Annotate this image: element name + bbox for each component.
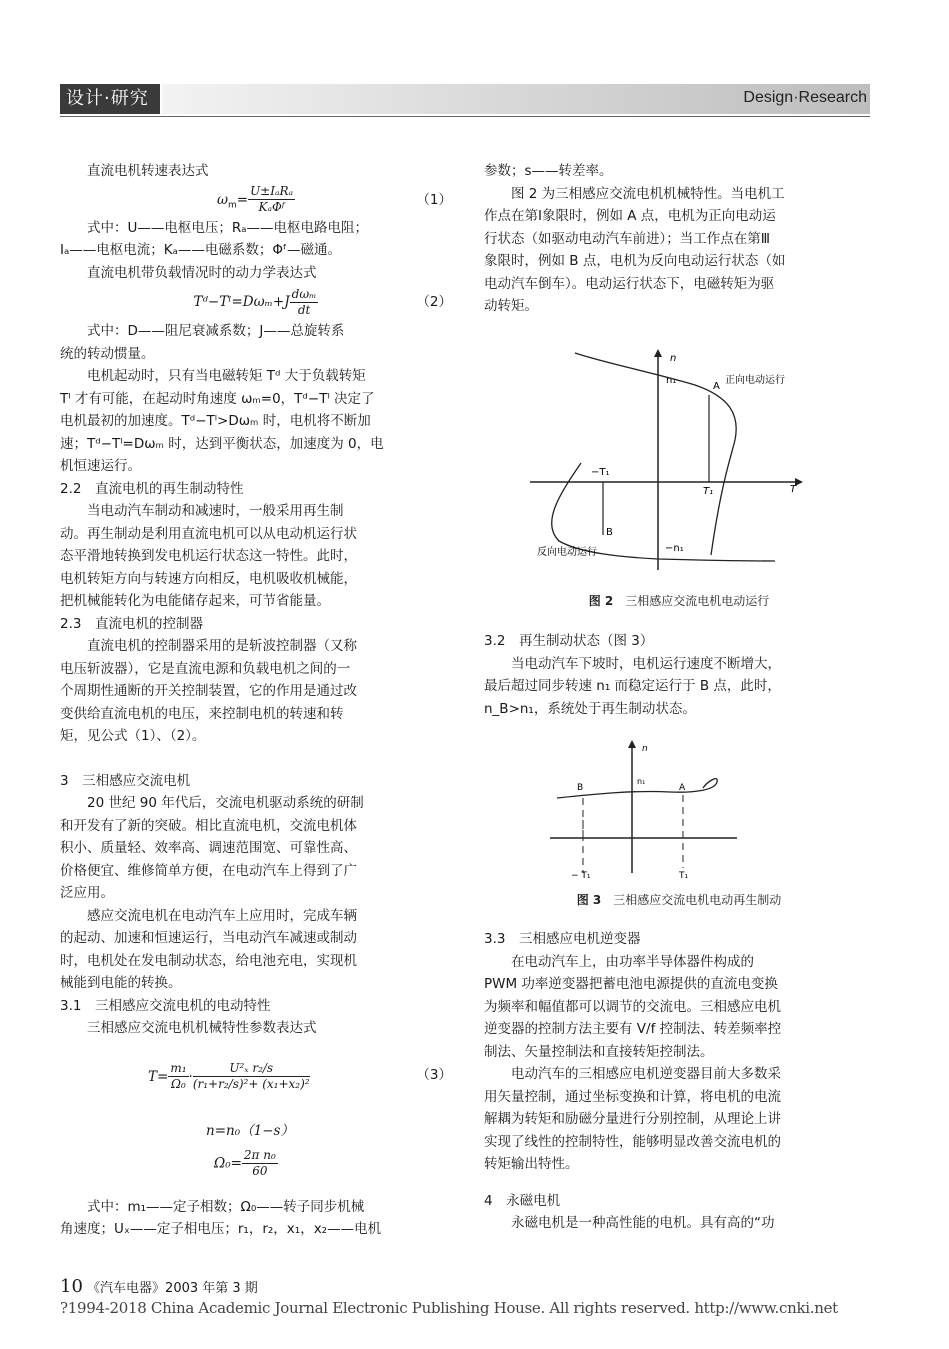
paragraph: Iₐ——电枢电流；Kₐ——电磁系数；Φᶠ—磁通。: [60, 242, 342, 258]
figure-3-caption: [484, 891, 874, 908]
section-heading: 3 三相感应交流电机: [60, 772, 191, 789]
paragraph: 实现了线性的控制特性，能够明显改善交流电机的: [484, 1133, 781, 1150]
figure-2-diagram: [525, 345, 815, 585]
spacer: [484, 1176, 874, 1190]
section-heading: 3.2 再生制动状态（图 3）: [484, 633, 654, 649]
eq3-f1-num: m₁: [170, 1061, 187, 1075]
paragraph: 三相感应交流电机机械特性参数表达式: [87, 1020, 317, 1036]
fig2-label-forward: 正向电动运行: [725, 375, 785, 386]
paragraph: 电动汽车的三相感应电机逆变器目前大多数采: [511, 1066, 781, 1082]
eq3-f1-den: Ω₀: [171, 1077, 186, 1091]
paragraph: 在电动汽车上，由功率半导体器件构成的: [511, 953, 754, 970]
paragraph: 的起动、加速和恒速运行，当电动汽车减速或制动: [60, 930, 357, 946]
section-heading: 2.2 直流电机的再生制动特性: [60, 480, 244, 497]
section-heading: 2.3 直流电机的控制器: [60, 615, 203, 632]
paragraph: 式中：D——阻尼衰减系数；J——总旋转系: [87, 323, 345, 339]
paragraph: 直流电机的控制器采用的是斩波控制器（又称: [87, 638, 357, 654]
paragraph: n_B>n₁，系统处于再生制动状态。: [484, 700, 696, 717]
eq3-frac3: [242, 1148, 278, 1179]
eq3-line3-num: 2π n₀: [243, 1147, 276, 1162]
fig3-caption-text: 三相感应交流电机电动再生制动: [613, 893, 782, 907]
equation-1: $\omega_m=$ $\frac{\text{U±IₐRₐ}}{\text{KₐΦᶠ}}$ （1）: [60, 183, 452, 217]
fig2-label-minus-tl: −T₁: [591, 467, 610, 478]
eq3-frac1: [168, 1061, 188, 1092]
equation-2: [60, 284, 452, 320]
section-heading: 3.1 三相感应交流电机的电动特性: [60, 997, 271, 1014]
paragraph: Tˡ 才有可能，在起动时角速度 ωₘ=0，Tᵈ−Tˡ 决定了: [60, 390, 375, 407]
paragraph: 泛应用。: [60, 885, 114, 901]
fig2-label-tl: T₁: [703, 486, 714, 497]
paragraph: 象限时，例如 B 点，电机为反向电动运行状态（如: [484, 253, 786, 269]
spacer: [60, 748, 452, 770]
fig3-label-minus-t1: − T₁: [571, 871, 591, 881]
journal-name: 《汽车电器》2003 年第 3 期: [87, 1281, 258, 1296]
fig3-caption-number: 图 3: [576, 893, 602, 907]
paragraph: 动转矩。: [484, 298, 538, 314]
right-column: [484, 160, 874, 318]
eq3-line1: T= $\frac{\text{m₁}}{\text{Ω₀}}$ · $\frac{\text{U²ₓ r₂/s}}{\text{(r₁+r₂/s)²+ (x₁+x₂)²}}$: [148, 1061, 310, 1091]
paragraph: 感应交流电机在电动汽车上应用时，完成车辆: [87, 907, 357, 924]
fig2-caption-number: 图 2: [588, 594, 614, 608]
paragraph: 电压斩波器），它是直流电源和负载电机之间的一: [60, 660, 351, 677]
paragraph: 价格便宜、维修简单方便，在电动汽车上得到了广: [60, 862, 357, 879]
copyright-line: ?1994-2018 China Academic Journal Electronic Publishing House. All rights reserved. http://www.cnki.net: [60, 1299, 838, 1317]
paragraph: 角速度；Uₓ——定子相电压；r₁，r₂，x₁，x₂——电机: [60, 1221, 382, 1237]
paragraph: 行状态（如驱动电动汽车前进）；当工作点在第Ⅲ: [484, 230, 771, 247]
eq3-lhs: T=: [148, 1068, 169, 1085]
fig2-label-a: A: [713, 381, 720, 392]
eq3-frac2: [193, 1061, 310, 1092]
eq3-f2-den: (r₁+r₂/s)²+ (x₁+x₂)²: [192, 1077, 310, 1091]
paragraph: 个周期性通断的开关控制装置，它的作用是通过改: [60, 683, 357, 699]
paragraph: 电机转矩方向与转速方向相反，电机吸收机械能，: [60, 570, 357, 587]
paragraph: 式中：U——电枢电压；Rₐ——电枢电路电阻；: [87, 219, 369, 236]
paragraph: 制法、矢量控制法和直接转矩控制法。: [484, 1043, 714, 1060]
fig2-label-n1: n₁: [666, 375, 677, 386]
eq1-num: U±IₐRₐ: [250, 184, 294, 198]
eq2-fraction: [290, 287, 319, 318]
eq3-f2-num: U²ₓ r₂/s: [193, 1061, 310, 1077]
eq2-den: dt: [297, 302, 311, 317]
paragraph: 直流电机转速表达式: [87, 163, 209, 179]
fig2-t-arrow: [795, 478, 803, 486]
fig2-label-minus-n1: −n₁: [665, 543, 684, 554]
paragraph: 永磁电机是一种高性能的电机。具有高的“功: [511, 1215, 775, 1231]
fig3-label-a: A: [679, 783, 686, 793]
fig2-label-reverse: 反向电动运行: [537, 547, 597, 558]
paragraph: 逆变器的控制方法主要有 V/f 控制法、转差频率控: [484, 1021, 782, 1037]
paragraph: 电机起动时，只有当电磁转矩 Tᵈ 大于负载转矩: [87, 368, 366, 384]
paragraph: 速；Tᵈ−Tˡ=Dωₘ 时，达到平衡状态，加速度为 0，电: [60, 435, 384, 452]
paragraph: 20 世纪 90 年代后，交流电机驱动系统的研制: [87, 795, 364, 811]
paragraph: 为频率和幅值都可以调节的交流电。三相感应电机: [484, 998, 781, 1015]
paragraph: 式中：m₁——定子相数；Ω₀——转子同步机械: [87, 1198, 365, 1215]
paragraph: 当电动汽车下坡时，电机运行速度不断增大，: [511, 655, 781, 672]
paragraph: 解耦为转矩和励磁分量进行分别控制，从理论上讲: [484, 1111, 781, 1127]
fig2-label-t: T: [790, 484, 797, 495]
right-column-section-3-2: [484, 630, 874, 720]
paragraph: 作点在第Ⅰ象限时，例如 A 点，电机为正向电动运: [484, 208, 776, 224]
fig2-label-b: B: [606, 527, 613, 538]
paragraph: 机恒速运行。: [60, 458, 141, 474]
paragraph: 态平滑地转换到发电机运行状态这一特性。此时，: [60, 548, 357, 564]
left-column: [60, 160, 452, 1241]
eq1-fraction: [248, 184, 295, 215]
section-heading: 4 永磁电机: [484, 1192, 561, 1209]
figure-2-caption: [484, 592, 874, 609]
eq3-number: （3）: [416, 1066, 452, 1083]
fig3-n-arrow: [628, 740, 636, 748]
fig3-label-b: B: [577, 783, 584, 793]
section-label: 设计·研究: [60, 84, 160, 114]
paragraph: 用矢量控制，通过坐标变换和计算，将电机的电流: [484, 1088, 781, 1105]
paragraph: 最后超过同步转速 n₁ 而稳定运行于 B 点，此时，: [484, 678, 781, 694]
header-rule: [60, 116, 870, 117]
eq2-num: dωₘ: [291, 286, 317, 301]
paragraph: 变供给直流电机的电压，来控制电机的转速和转: [60, 705, 344, 722]
paragraph: 矩，见公式（1）、（2）。: [60, 728, 206, 744]
right-column-lower: [484, 928, 874, 1235]
fig2-label-n: n: [670, 353, 677, 364]
eq1-den: KₐΦᶠ: [258, 200, 285, 214]
eq3-line3-den: 60: [252, 1163, 268, 1178]
paragraph: 电机最初的加速度。Tᵈ−Tˡ>Dωₘ 时，电机将不断加: [60, 413, 371, 429]
paragraph: 把机械能转化为电能储存起来，可节省能量。: [60, 593, 330, 609]
paragraph: 转矩输出特性。: [484, 1156, 579, 1172]
paragraph: 时，电机处在发电制动状态，给电池充电，实现机: [60, 952, 357, 969]
eq1-number: （1）: [416, 191, 452, 208]
eq1-lhs-sub: m: [227, 200, 237, 211]
paragraph: 统的转动惯量。: [60, 345, 155, 362]
paragraph: 电动汽车倒车）。电动运行状态下，电磁转矩为驱: [484, 275, 775, 292]
section-heading: 3.3 三相感应电机逆变器: [484, 931, 641, 947]
eq2-text: Tᵈ−Tˡ=Dωₘ+J: [193, 294, 290, 310]
fig2-n-arrow: [654, 349, 662, 357]
fig3-label-n1: n₁: [637, 777, 646, 786]
eq1-lhs: ω: [216, 191, 228, 208]
equation-3: [60, 1046, 452, 1196]
paragraph: PWM 功率逆变器把蓄电池电源提供的直流电变换: [484, 976, 778, 992]
paragraph: 当电动汽车制动和减速时，一般采用再生制: [87, 503, 344, 519]
page-footer: [60, 1276, 258, 1297]
paragraph: 参数；s——转差率。: [484, 163, 613, 179]
fig2-caption-text: 三相感应交流电机电动运行: [625, 594, 770, 608]
section-label-en: Design·Research: [743, 89, 867, 106]
page-number: 10: [60, 1276, 83, 1297]
fig3-label-t1: T₁: [679, 871, 689, 881]
fig3-label-n: n: [642, 744, 648, 754]
figure-3-diagram: [545, 738, 745, 883]
paragraph: 械能到电能的转换。: [60, 975, 182, 991]
paragraph: 积小、质量轻、效率高、调速范围宽、可靠性高、: [60, 840, 357, 856]
eq3-line3: [214, 1148, 278, 1179]
paragraph: 动。再生制动是利用直流电机可以从电动机运行状: [60, 525, 357, 542]
paragraph: 图 2 为三相感应交流电机机械特性。当电机工: [511, 185, 785, 202]
eq2-number: （2）: [416, 294, 452, 310]
paragraph: 和开发有了新的突破。相比直流电机，交流电机体: [60, 817, 357, 834]
eq3-line2: n=n₀（1−s）: [206, 1122, 294, 1139]
eq3-line3-lhs: Ω₀=: [214, 1155, 242, 1171]
paragraph: 直流电机带负载情况时的动力学表达式: [87, 264, 317, 281]
